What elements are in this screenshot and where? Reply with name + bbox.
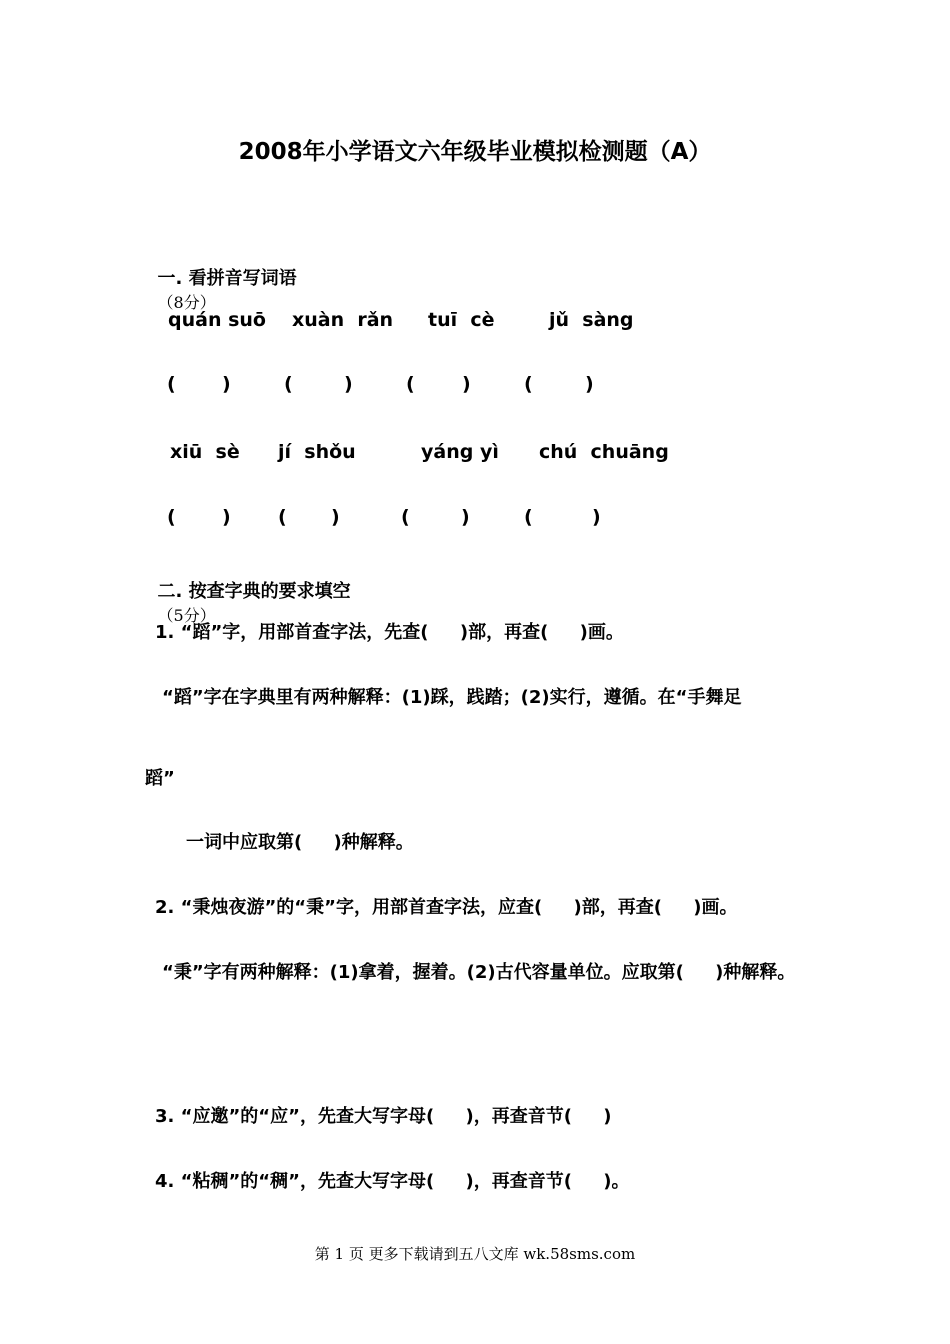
answer-blank-2-open: ( [284, 373, 293, 395]
pinyin-7: yáng yì [421, 441, 499, 463]
question-1-line-3: 蹈” [145, 768, 175, 789]
pinyin-2: xuàn rǎn [292, 309, 394, 331]
answer-blank-1-open: ( [167, 373, 176, 395]
answer-blank-2-close: ) [344, 373, 353, 395]
question-1-line-1: 1. “蹈”字，用部首查字法，先查( )部，再查( )画。 [155, 622, 624, 643]
section2-heading-text: 二. 按查字典的要求填空 [157, 581, 351, 602]
answer-blank-4-open: ( [524, 373, 533, 395]
answer-blank-6-close: ) [331, 506, 340, 528]
answer-blank-3-open: ( [406, 373, 415, 395]
answer-blank-8-open: ( [524, 506, 533, 528]
section1-points: （8分） [157, 293, 216, 312]
section1-heading [145, 243, 297, 315]
answer-blank-6-open: ( [278, 506, 287, 528]
page-title: 2008年小学语文六年级毕业模拟检测题（A） [238, 139, 712, 165]
pinyin-5: xiū sè [170, 441, 240, 463]
question-1-line-4: 一词中应取第( )种解释。 [186, 832, 414, 853]
question-2-line-2: “秉”字有两种解释：(1)拿着，握着。(2)古代容量单位。应取第( )种解释。 [162, 962, 796, 983]
section2-points: （5分） [157, 606, 216, 625]
pinyin-8: chú chuāng [539, 441, 669, 463]
question-2-line-1: 2. “秉烛夜游”的“秉”字，用部首查字法，应查( )部，再查( )画。 [155, 897, 738, 918]
pinyin-4: jǔ sàng [549, 309, 634, 331]
answer-blank-4-close: ) [585, 373, 594, 395]
answer-blank-7-close: ) [461, 506, 470, 528]
page-footer: 第 1 页 更多下载请到五八文库 wk.58sms.com [314, 1245, 636, 1263]
answer-blank-7-open: ( [401, 506, 410, 528]
answer-blank-3-close: ) [462, 373, 471, 395]
answer-blank-8-close: ) [592, 506, 601, 528]
answer-blank-1-close: ) [222, 373, 231, 395]
section1-heading-text: 一. 看拼音写词语 [157, 268, 297, 289]
question-3: 3. “应邀”的“应”，先查大写字母( )，再查音节( ) [155, 1106, 612, 1127]
pinyin-3: tuī cè [428, 309, 495, 331]
answer-blank-5-close: ) [222, 506, 231, 528]
question-1-line-2: “蹈”字在字典里有两种解释：(1)踩，践踏；(2)实行，遵循。在“手舞足 [162, 687, 742, 708]
question-4: 4. “粘稠”的“稠”，先查大写字母( )，再查音节( )。 [155, 1171, 630, 1192]
answer-blank-5-open: ( [167, 506, 176, 528]
pinyin-1: quán suō [168, 309, 266, 331]
section2-heading [145, 556, 351, 628]
pinyin-6: jí shǒu [278, 441, 356, 463]
